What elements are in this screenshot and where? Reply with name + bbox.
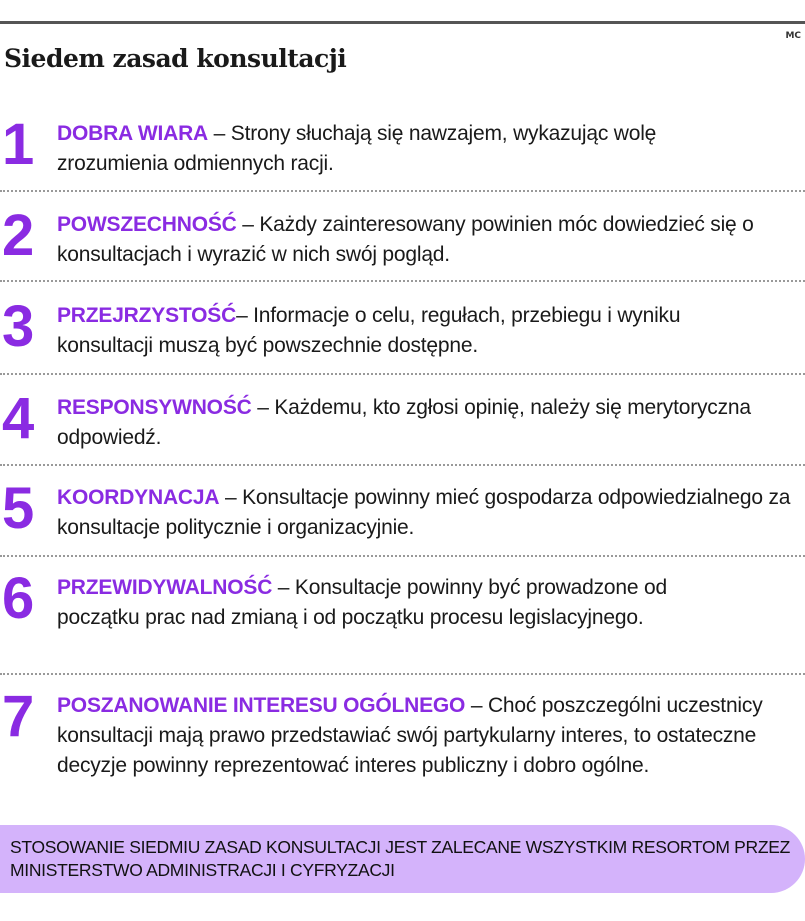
item-text: – Każdy zainteresowany powinien móc dowiedzieć się o konsultacjach i wyrazić w nich swój pogląd. — [57, 213, 754, 266]
page-title: Siedem zasad konsultacji — [4, 44, 347, 73]
item-text: – Informacje o celu, regułach, przebiegu i wyniku konsultacji muszą być powszechnie dostępne. — [57, 304, 681, 357]
divider — [0, 373, 805, 375]
item-text: – Strony słuchają się nawzajem, wykazując wolę zrozumienia odmiennych racji. — [57, 122, 657, 175]
item-heading: DOBRA WIARA — [57, 122, 209, 145]
divider — [0, 555, 805, 557]
item-number: 7 — [2, 684, 35, 749]
item-number: 5 — [2, 476, 35, 541]
item-heading: KOORDYNACJA — [57, 486, 220, 509]
item-text: – Każdemu, kto zgłosi opinię, należy się merytoryczna odpowiedź. — [57, 396, 751, 449]
divider — [0, 190, 805, 192]
divider — [0, 673, 805, 675]
item-number: 6 — [2, 566, 35, 631]
footer-note: STOSOWANIE SIEDMIU ZASAD KONSULTACJI JEST ZALECANE WSZYSTKIM RESORTOM PRZEZ MINISTERSTWO ADMINISTRACJI I CYFRYZACJI — [0, 825, 805, 893]
item-heading: RESPONSYWNOŚĆ — [57, 396, 252, 419]
item-text: – Konsultacje powinny mieć gospodarza odpowiedzialnego za konsultacje politycznie i organizacyjnie. — [57, 486, 791, 539]
item-heading: PRZEWIDYWALNOŚĆ — [57, 576, 273, 599]
item-text: – Konsultacje powinny być prowadzone od początku prac nad zmianą i od początku procesu legislacyjnego. — [57, 576, 667, 629]
top-rule — [0, 21, 805, 24]
divider — [0, 280, 805, 282]
item-text: – Choć poszczególni uczestnicy konsultacji mają prawo przedstawiać swój partykularny interes, to ostateczne decyzje powinny reprezentować interes publiczny i dobro ogólne. — [57, 694, 763, 777]
item-heading: PRZEJRZYSTOŚĆ — [57, 304, 237, 327]
divider — [0, 464, 805, 466]
item-number: 4 — [2, 386, 35, 451]
item-heading: POWSZECHNOŚĆ — [57, 213, 237, 236]
item-heading: POSZANOWANIE INTERESU OGÓLNEGO — [57, 694, 466, 717]
item-number: 3 — [2, 294, 35, 359]
item-number: 1 — [2, 112, 35, 177]
credit: MC — [785, 31, 801, 41]
item-number: 2 — [2, 203, 35, 268]
